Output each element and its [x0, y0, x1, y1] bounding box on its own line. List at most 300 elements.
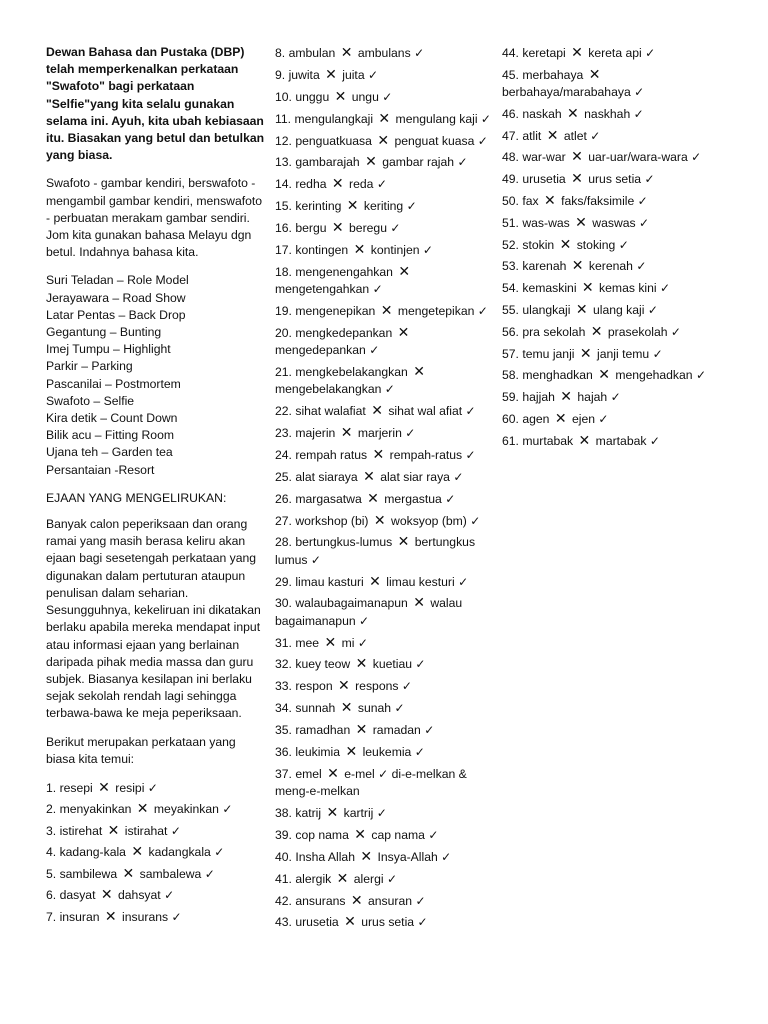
wrong-spelling: menghadkan: [522, 368, 597, 383]
entry-number: 16.: [275, 221, 296, 236]
check-icon: ✓: [634, 85, 645, 99]
swafoto-note: Swafoto - gambar kendiri, berswafoto - mengambil gambar kendiri, menswafoto - perbuatan merakam gambar sendiri. Jom kita gunakan bahasa Melayu dgn betul. Indahnya bahasa kita.: [46, 176, 263, 260]
check-icon: ✓: [445, 491, 456, 506]
right-spelling: kadangkala: [148, 845, 215, 860]
check-icon: ✓: [633, 106, 644, 121]
word-entry: [275, 197, 497, 215]
right-spelling: kemas kini: [599, 281, 661, 296]
check-icon: ✓: [376, 177, 387, 192]
cross-icon: ✕: [380, 302, 393, 318]
entry-number: 17.: [275, 243, 296, 258]
word-entry: [502, 66, 728, 101]
word-entry: [275, 594, 497, 629]
check-icon: ✓: [386, 871, 398, 886]
wrong-spelling: atlit: [522, 128, 545, 143]
check-icon: ✓: [598, 411, 609, 426]
right-spelling: insurans: [122, 909, 172, 924]
glossary-item: Jerayawara – Road Show: [46, 290, 186, 305]
word-entry: [502, 236, 728, 254]
entry-number: 22.: [275, 404, 296, 419]
word-entry: [502, 148, 728, 166]
wrong-spelling: pra sekolah: [522, 324, 589, 339]
cross-icon: ✕: [350, 891, 363, 908]
check-icon: ✓: [369, 343, 380, 358]
word-entry: [502, 257, 728, 275]
check-icon: ✓: [480, 111, 491, 126]
cross-icon: ✕: [367, 489, 379, 506]
right-spelling: alat siar raya: [380, 469, 454, 484]
check-icon: ✓: [405, 425, 416, 440]
check-icon: ✓: [357, 635, 368, 650]
check-icon: ✓: [649, 433, 660, 448]
wrong-spelling: rempah ratus: [295, 447, 371, 462]
entry-number: 49.: [502, 172, 523, 187]
wrong-spelling: kerinting: [295, 199, 345, 214]
word-entry: [46, 779, 268, 797]
check-icon: ✓: [204, 866, 215, 881]
word-entry: [275, 765, 497, 800]
wrong-spelling: kontingen: [295, 243, 352, 258]
glossary-item: Suri Teladan – Role Model: [46, 273, 189, 288]
entry-number: 43.: [275, 915, 296, 930]
cross-icon: ✕: [590, 322, 603, 339]
entry-number: 26.: [275, 491, 296, 506]
cross-icon: ✕: [344, 913, 356, 930]
entry-number: 8.: [275, 46, 289, 60]
cross-icon: ✕: [377, 131, 390, 148]
wrong-spelling: ambulan: [288, 46, 339, 60]
word-entry: [46, 886, 268, 904]
wrong-spelling: merbahaya: [522, 67, 587, 82]
word-entry: [502, 192, 728, 210]
cross-icon: ✕: [98, 778, 110, 795]
entry-number: 1.: [46, 780, 60, 795]
wrong-spelling: gambarajah: [295, 155, 364, 170]
right-spelling: ambulans: [357, 46, 415, 60]
check-icon: ✓: [647, 302, 658, 317]
cross-icon: ✕: [136, 800, 149, 817]
right-spelling: gambar rajah: [382, 155, 458, 170]
wrong-spelling: limau kasturi: [295, 574, 368, 589]
entry-number: 12.: [275, 133, 296, 148]
wrong-spelling: urusetia: [295, 915, 343, 930]
wrong-spelling: kuey teow: [295, 657, 354, 672]
entry-number: 19.: [275, 304, 296, 318]
wrong-spelling: mengenepikan: [295, 304, 379, 318]
word-list-col1: [46, 779, 268, 926]
cross-icon: ✕: [397, 323, 410, 340]
right-spelling: walau bagaimanapun: [275, 596, 463, 628]
word-entry: [275, 573, 497, 591]
word-entry: [46, 865, 268, 883]
word-entry: [502, 323, 728, 341]
word-entry: [275, 468, 497, 486]
cross-icon: ✕: [371, 402, 383, 419]
word-entry: [275, 634, 497, 652]
check-icon: ✓: [222, 802, 233, 817]
wrong-spelling: mengulangkaji: [294, 111, 377, 126]
word-entry: [502, 105, 728, 123]
right-spelling: mi: [341, 635, 358, 650]
right-spelling: ungu: [351, 89, 383, 104]
check-icon: ✓: [618, 237, 629, 252]
entry-number: 53.: [502, 259, 523, 274]
check-icon: ✓: [644, 172, 655, 187]
check-icon: ✓: [164, 888, 175, 903]
word-entry: [275, 848, 497, 866]
word-entry: [275, 804, 497, 822]
wrong-spelling: mee: [295, 635, 323, 650]
right-spelling: kuetiau: [372, 657, 416, 672]
check-icon: ✓: [670, 324, 681, 339]
wrong-spelling: menyakinkan: [59, 802, 135, 817]
right-spelling: leukemia: [362, 744, 415, 759]
cross-icon: ✕: [598, 366, 610, 383]
cross-icon: ✕: [369, 572, 381, 589]
word-entry: [275, 175, 497, 193]
word-entry: [275, 743, 497, 761]
wrong-spelling: bergu: [295, 221, 330, 236]
word-entry: [502, 170, 728, 188]
right-spelling: Insya-Allah: [377, 849, 442, 864]
wrong-spelling: alat siaraya: [295, 469, 362, 484]
wrong-spelling: hajjah: [522, 390, 559, 405]
cross-icon: ✕: [546, 126, 559, 143]
check-icon: ✓: [401, 679, 412, 694]
cross-icon: ✕: [331, 175, 344, 192]
entry-number: 4.: [46, 845, 60, 860]
word-entry: [502, 44, 728, 62]
entry-number: 46.: [502, 106, 523, 121]
glossary-list: [46, 272, 268, 478]
intro-paragraph: Dewan Bahasa dan Pustaka (DBP) telah memperkenalkan perkataan "Swafoto" bagi perkataan "Selfie"yang kita selalu gunakan selama ini. Ayuh, kita ubah kebiasaan itu. Biasakan yang betul dan betulkan yang biasa.: [46, 45, 265, 163]
word-entry: [275, 677, 497, 695]
entry-number: 5.: [46, 866, 60, 881]
cross-icon: ✕: [336, 869, 349, 886]
word-entry: [275, 88, 497, 106]
right-spelling: ansuran: [368, 893, 416, 908]
cross-icon: ✕: [340, 44, 353, 60]
entry-number: 34.: [275, 701, 296, 716]
check-icon: ✓: [390, 221, 401, 236]
glossary-item: Gegantung – Bunting: [46, 325, 162, 340]
entry-number: 48.: [502, 150, 523, 165]
word-entry: [502, 301, 728, 319]
right-spelling: penguat kuasa: [394, 133, 478, 148]
word-list-col2: [275, 44, 497, 932]
word-entry: [502, 410, 728, 428]
check-icon: ✓: [384, 382, 395, 397]
check-icon: ✓: [477, 133, 488, 148]
right-spelling: rempah-ratus: [389, 447, 466, 462]
word-entry: [46, 822, 268, 840]
cross-icon: ✕: [338, 677, 350, 694]
check-icon: ✓: [639, 215, 650, 230]
word-entry: [275, 66, 497, 84]
entry-number: 33.: [275, 679, 296, 694]
right-spelling: stoking: [576, 237, 619, 252]
word-entry: [502, 279, 728, 297]
entry-number: 58.: [502, 368, 523, 383]
cross-icon: ✕: [588, 65, 601, 82]
check-icon: ✓: [424, 723, 435, 738]
right-spelling: beregu: [349, 221, 391, 236]
right-spelling: ulang kaji: [592, 302, 648, 317]
check-icon: ✓: [465, 447, 476, 462]
word-entry: [46, 843, 268, 861]
entry-number: 6.: [46, 888, 60, 903]
right-spelling: resipi: [115, 780, 148, 795]
check-icon: ✓: [310, 552, 321, 567]
right-spelling: mengehadkan: [615, 368, 696, 383]
cross-icon: ✕: [353, 241, 366, 258]
cross-icon: ✕: [360, 847, 373, 864]
wrong-spelling: respon: [295, 679, 336, 694]
right-spelling: alergi: [353, 871, 387, 886]
cross-icon: ✕: [397, 533, 410, 550]
glossary-item: Latar Pentas – Back Drop: [46, 307, 186, 322]
word-entry: [275, 363, 497, 398]
glossary-item: Swafoto – Selfie: [46, 393, 135, 408]
entry-number: 54.: [502, 281, 523, 296]
wrong-spelling: was-was: [522, 215, 574, 230]
right-spelling: berbahaya/marabahaya: [502, 85, 635, 99]
right-spelling: cap nama: [371, 827, 429, 842]
wrong-spelling: sambilewa: [59, 866, 121, 881]
word-entry: [275, 44, 497, 62]
entry-number: 29.: [275, 574, 296, 589]
wrong-spelling: redha: [295, 177, 330, 192]
wrong-spelling: walaubagaimanapun: [295, 596, 412, 611]
entry-number: 50.: [502, 193, 523, 208]
cross-icon: ✕: [104, 907, 117, 924]
entry-number: 39.: [275, 827, 296, 842]
cross-icon: ✕: [326, 803, 339, 820]
word-entry: [275, 446, 497, 464]
wrong-spelling: sunnah: [295, 701, 339, 716]
check-icon: ✓: [372, 282, 383, 297]
word-entry: [502, 214, 728, 232]
cross-icon: ✕: [413, 594, 425, 611]
right-spelling: waswas: [592, 215, 639, 230]
wrong-spelling: murtabak: [522, 433, 577, 448]
entry-number: 3.: [46, 823, 60, 838]
cross-icon: ✕: [363, 467, 375, 484]
entry-number: 11.: [275, 111, 295, 126]
right-spelling: dahsyat: [117, 888, 165, 903]
word-entry: [275, 490, 497, 508]
check-icon: ✓: [477, 304, 488, 318]
cross-icon: ✕: [355, 655, 368, 672]
word-entry: [275, 110, 497, 128]
right-spelling: mengetengahkan: [275, 282, 373, 297]
entry-number: 15.: [275, 199, 296, 214]
check-icon: ✓: [470, 513, 481, 528]
check-icon: ✓: [428, 827, 439, 842]
column-3: [502, 44, 728, 454]
entry-number: 47.: [502, 128, 523, 143]
check-icon: ✓: [171, 909, 182, 924]
wrong-spelling: urusetia: [522, 172, 570, 187]
wrong-spelling: ansurans: [295, 893, 349, 908]
check-icon: ✓: [394, 701, 405, 716]
wrong-spelling: mengenengahkan: [295, 264, 397, 279]
word-list-col3: [502, 44, 728, 450]
wrong-spelling: unggu: [295, 89, 333, 104]
right-spelling: mengetepikan: [397, 304, 478, 318]
entry-number: 31.: [275, 635, 296, 650]
entry-number: 27.: [275, 513, 296, 528]
cross-icon: ✕: [544, 191, 556, 208]
entry-number: 61.: [502, 433, 523, 448]
word-entry: [502, 345, 728, 363]
cross-icon: ✕: [324, 633, 337, 650]
cross-icon: ✕: [107, 821, 120, 838]
column-1: [46, 44, 268, 929]
check-icon: ✓: [453, 469, 464, 484]
entry-number: 51.: [502, 215, 523, 230]
cross-icon: ✕: [122, 864, 135, 881]
check-icon: ✓: [660, 281, 671, 296]
right-spelling: respons: [355, 679, 402, 694]
cross-icon: ✕: [372, 445, 385, 462]
right-spelling: kerenah: [588, 259, 637, 274]
word-entry: [275, 302, 497, 320]
wrong-spelling: keretapi: [522, 46, 570, 60]
wrong-spelling: stokin: [522, 237, 558, 252]
entry-note: di-e-melkan & meng-e-melkan: [275, 766, 467, 799]
entry-number: 55.: [502, 302, 523, 317]
word-entry: [275, 512, 497, 530]
check-icon: ✓: [414, 46, 425, 60]
right-spelling: mergastua: [384, 491, 446, 506]
cross-icon: ✕: [334, 87, 347, 104]
word-entry: [46, 800, 268, 818]
check-icon: ✓: [406, 199, 417, 214]
check-icon: ✓: [415, 893, 426, 908]
right-spelling: keriting: [363, 199, 407, 214]
word-entry: [275, 219, 497, 237]
check-icon: ✓: [382, 89, 393, 104]
check-icon: ✓: [441, 849, 452, 864]
cross-icon: ✕: [131, 843, 144, 860]
cross-icon: ✕: [578, 431, 591, 448]
glossary-item: Bilik acu – Fitting Room: [46, 428, 175, 443]
cross-icon: ✕: [581, 279, 594, 296]
glossary-item: Persantaian -Resort: [46, 462, 155, 477]
entry-number: 59.: [502, 390, 523, 405]
cross-icon: ✕: [413, 362, 425, 379]
right-spelling: sunah: [357, 701, 395, 716]
glossary-item: Kira detik – Count Down: [46, 411, 178, 426]
list-intro: Berikut merupakan perkataan yang biasa kita temui:: [46, 734, 236, 766]
word-entry: [275, 324, 497, 359]
wrong-spelling: resepi: [59, 780, 97, 795]
wrong-spelling: workshop (bi): [295, 513, 372, 528]
right-spelling: faks/faksimile: [561, 193, 638, 208]
word-entry: [275, 241, 497, 259]
entry-number: 24.: [275, 447, 296, 462]
entry-number: 35.: [275, 723, 296, 738]
check-icon: ✓: [359, 613, 370, 628]
right-spelling: janji temu: [597, 346, 653, 361]
check-icon: ✓: [147, 780, 158, 795]
column-2: [275, 44, 497, 935]
right-spelling: naskhah: [584, 106, 634, 121]
wrong-spelling: alergik: [295, 871, 335, 886]
word-entry: [275, 132, 497, 150]
entry-number: 20.: [275, 325, 296, 340]
cross-icon: ✕: [571, 257, 584, 274]
check-icon: ✓: [414, 744, 425, 759]
word-entry: [502, 366, 728, 384]
check-icon: ✓: [590, 128, 601, 143]
word-entry: [275, 153, 497, 171]
entry-number: 18.: [275, 264, 296, 279]
cross-icon: ✕: [365, 153, 377, 170]
right-spelling: mengebelakangkan: [275, 382, 385, 397]
check-icon: ✓: [691, 150, 702, 165]
check-icon: ✓: [415, 657, 426, 672]
wrong-spelling: leukimia: [295, 744, 344, 759]
wrong-spelling: kemaskini: [522, 281, 580, 296]
right-spelling: reda: [349, 177, 377, 192]
right-spelling: bertungkus lumus: [275, 535, 476, 567]
word-entry: [275, 870, 497, 888]
cross-icon: ✕: [575, 213, 587, 230]
entry-number: 52.: [502, 237, 523, 252]
wrong-spelling: temu janji: [522, 346, 578, 361]
right-spelling: mengedepankan: [275, 343, 370, 358]
entry-number: 60.: [502, 411, 523, 426]
word-entry: [275, 533, 497, 568]
right-spelling: sihat wal afiat: [388, 404, 466, 419]
check-icon: ✓: [214, 845, 225, 860]
entry-number: 25.: [275, 469, 296, 484]
right-spelling: kartrij: [343, 805, 377, 820]
right-spelling: juita: [342, 67, 368, 82]
cross-icon: ✕: [571, 148, 583, 165]
wrong-spelling: kadang-kala: [59, 845, 130, 860]
cross-icon: ✕: [571, 170, 583, 187]
right-spelling: sambalewa: [139, 866, 205, 881]
word-entry: [275, 699, 497, 717]
cross-icon: ✕: [340, 699, 353, 716]
wrong-spelling: istirehat: [59, 823, 106, 838]
entry-number: 40.: [275, 849, 296, 864]
check-icon: ✓: [457, 155, 468, 170]
wrong-spelling: mengkedepankan: [295, 325, 396, 340]
cross-icon: ✕: [378, 109, 391, 126]
word-entry: [275, 402, 497, 420]
cross-icon: ✕: [560, 388, 572, 405]
right-spelling: urus setia: [588, 172, 645, 187]
right-spelling: urus setia: [361, 915, 418, 930]
entry-number: 56.: [502, 324, 523, 339]
right-spelling: hajah: [577, 390, 611, 405]
cross-icon: ✕: [354, 825, 366, 842]
right-spelling: uar-uar/wara-wara: [588, 150, 692, 165]
check-icon: ✓: [636, 259, 647, 274]
check-icon: ✓: [417, 915, 428, 930]
wrong-spelling: margasatwa: [295, 491, 366, 506]
right-spelling: meyakinkan: [153, 802, 223, 817]
entry-number: 13.: [275, 155, 296, 170]
entry-number: 44.: [502, 46, 523, 60]
cross-icon: ✕: [567, 104, 579, 121]
cross-icon: ✕: [355, 721, 368, 738]
wrong-spelling: karenah: [522, 259, 570, 274]
